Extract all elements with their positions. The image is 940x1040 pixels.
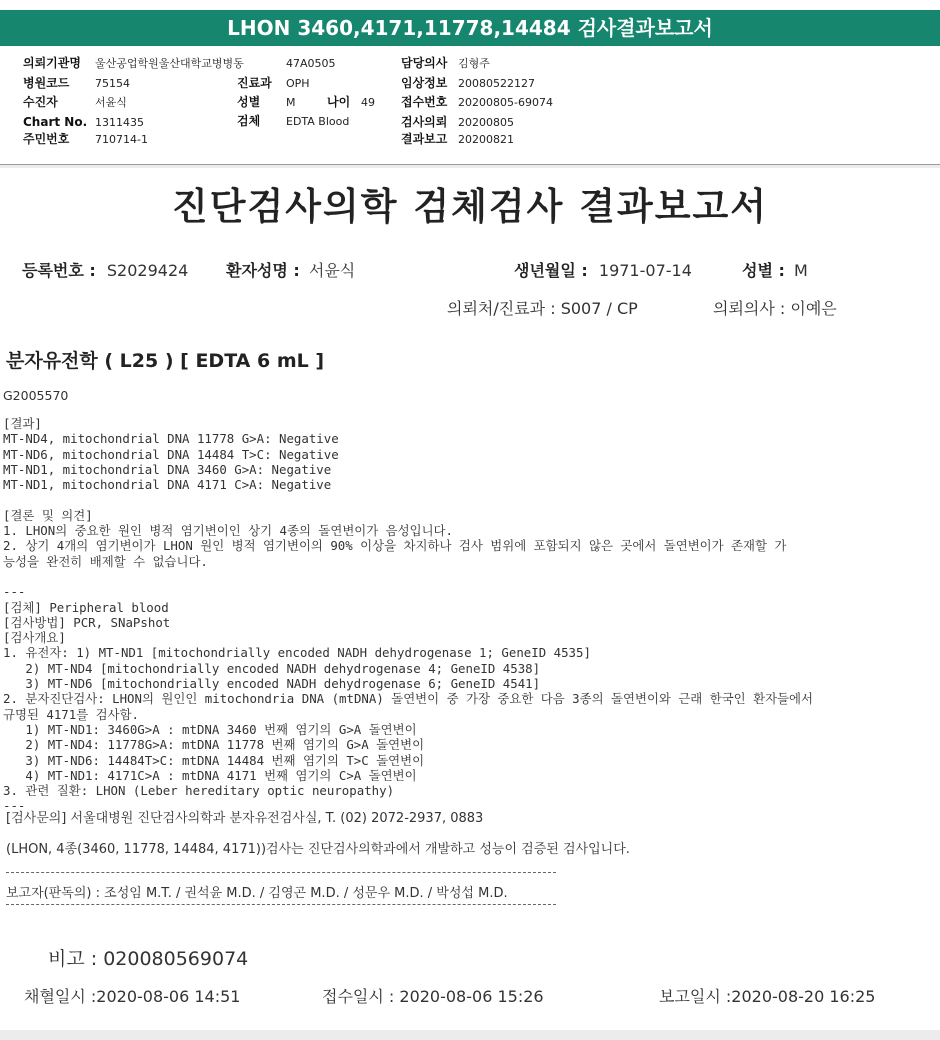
birth-date-label: 생년월일 : bbox=[514, 261, 588, 280]
contact-line: [검사문의] 서울대병원 진단검사의학과 분자유전검사실, T. (02) 2072-2937, 0883 bbox=[6, 811, 484, 826]
test-request-label: 검사의뢰 bbox=[401, 115, 448, 129]
header-card bbox=[0, 0, 940, 165]
header-title-bar bbox=[0, 10, 940, 46]
physician-label: 담당의사 bbox=[401, 56, 448, 70]
resident-no-label: 주민번호 bbox=[23, 132, 70, 146]
requesting-department: 의뢰처/진료과 : S007 / CP bbox=[447, 299, 638, 318]
birth-date bbox=[514, 258, 692, 281]
report-datetime: 보고일시 :2020-08-20 16:25 bbox=[659, 987, 876, 1006]
registration-number bbox=[22, 258, 188, 281]
patient-value: 서윤식 bbox=[95, 96, 127, 109]
sex-label: 성별 bbox=[237, 95, 261, 109]
receipt-no-label: 접수번호 bbox=[401, 95, 448, 109]
test-request-value: 20200805 bbox=[458, 116, 514, 129]
clinical-info-label: 임상정보 bbox=[401, 76, 448, 90]
collection-datetime: 채혈일시 :2020-08-06 14:51 bbox=[24, 987, 241, 1006]
patient-name-label: 환자성명 : bbox=[226, 261, 300, 280]
clinical-info-value: 20080522127 bbox=[458, 77, 535, 90]
divider-bottom bbox=[6, 904, 556, 905]
institution-value: 울산공업학원울산대학교병병동 bbox=[95, 57, 244, 70]
resident-no-value: 710714-1 bbox=[95, 133, 148, 146]
physician-value: 김형주 bbox=[458, 57, 490, 70]
department-label: 진료과 bbox=[237, 76, 272, 90]
registration-value: S2029424 bbox=[106, 261, 189, 280]
institution-label: 의뢰기관명 bbox=[23, 56, 81, 70]
birth-date-value: 1971-07-14 bbox=[598, 261, 692, 280]
specimen-label: 검체 bbox=[237, 114, 261, 128]
patient-label: 수진자 bbox=[23, 95, 58, 109]
section-heading: 분자유전학 ( L25 ) [ EDTA 6 mL ] bbox=[6, 350, 325, 372]
sample-code: G2005570 bbox=[3, 388, 69, 403]
patient-sex-value: M bbox=[793, 261, 808, 280]
remark: 비고 : 020080569074 bbox=[48, 948, 249, 970]
ward-code-value: 47A0505 bbox=[286, 57, 336, 70]
result-report-value: 20200821 bbox=[458, 133, 514, 146]
header-title: LHON 3460,4171,11778,14484 검사결과보고서 bbox=[227, 16, 713, 40]
receipt-no-value: 20200805-69074 bbox=[458, 96, 553, 109]
age-value: 49 bbox=[361, 96, 375, 109]
chart-no-label: Chart No. bbox=[23, 115, 88, 129]
result-body: [결과] MT-ND4, mitochondrial DNA 11778 G>A: Negative MT-ND6, mitochondrial DNA 14484 T>C: Negative MT-ND1, mitochondrial DNA 3460 G>A: Negative MT-ND1, mitochondrial DNA 4171 C>A: Negative [결론 및 의견] 1. LHON의 중요한 원인 병적 염기변이인 상기 4종의 돌연변이가 음성입니다. 2. 상기 4개의 염기변이가 LHON 원인 병적 염기변이의 90% 이상을 차지하나 검사 범위에 포함되지 않은 곳에서 돌연변이가 존재할 가 능성을 완전히 배제할 수 없습니다. --- [검체] Peripheral blood [검사방법] PCR, SNaPshot [검사개요] 1. 유전자: 1) MT-ND1 [mitochondrially encoded NADH dehydrogenase 1; GeneID 4535] 2) MT-ND4 [mitochondrially encoded NADH dehydrogenase 4; GeneID 4538] 3) MT-ND6 [mitochondrially encoded NADH dehydrogenase 6; GeneID 4541] 2. 분자진단검사: LHON의 원인인 mitochondria DNA (mtDNA) 돌연변이 중 가장 중요한 다음 3종의 돌연변이와 근래 한국인 환자들에서 규명된 4171를 검사함. 1) MT-ND1: 3460G>A : mtDNA 3460 번째 염기의 G>A 돌연변이 2) MT-ND4: 11778G>A: mtDNA 11778 번째 염기의 G>A 돌연변이 3) MT-ND6: 14484T>C: mtDNA 14484 번째 염기의 T>C 돌연변이 4) MT-ND1: 4171C>A : mtDNA 4171 번째 염기의 C>A 돌연변이 3. 관련 질환: LHON (Leber hereditary optic neuropathy) --- bbox=[3, 416, 813, 814]
reporters-line: 보고자(판독의) : 조성임 M.T. / 권석윤 M.D. / 김영곤 M.D. / 성문우 M.D. / 박성섭 M.D. bbox=[6, 886, 508, 901]
patient-name bbox=[226, 258, 355, 281]
divider-top bbox=[6, 872, 556, 873]
result-report-label: 결과보고 bbox=[401, 132, 448, 146]
validation-statement: (LHON, 4종(3460, 11778, 14484, 4171))검사는 진단검사의학과에서 개발하고 성능이 검증된 검사입니다. bbox=[6, 842, 630, 857]
requesting-doctor: 의뢰의사 : 이예은 bbox=[713, 299, 837, 318]
hospital-code-value: 75154 bbox=[95, 77, 130, 90]
report-title: 진단검사의학 검체검사 결과보고서 bbox=[172, 185, 768, 228]
patient-sex-label: 성별 : bbox=[742, 261, 785, 280]
department-value: OPH bbox=[286, 77, 310, 90]
specimen-value: EDTA Blood bbox=[286, 115, 350, 128]
chart-no-value: 1311435 bbox=[95, 116, 144, 129]
patient-sex bbox=[742, 258, 808, 281]
age-label: 나이 bbox=[327, 95, 351, 109]
sex-value: M bbox=[286, 96, 296, 109]
receipt-datetime: 접수일시 : 2020-08-06 15:26 bbox=[322, 987, 544, 1006]
registration-label: 등록번호 : bbox=[22, 261, 96, 280]
hospital-code-label: 병원코드 bbox=[23, 76, 70, 90]
patient-name-value: 서윤식 bbox=[308, 261, 356, 280]
